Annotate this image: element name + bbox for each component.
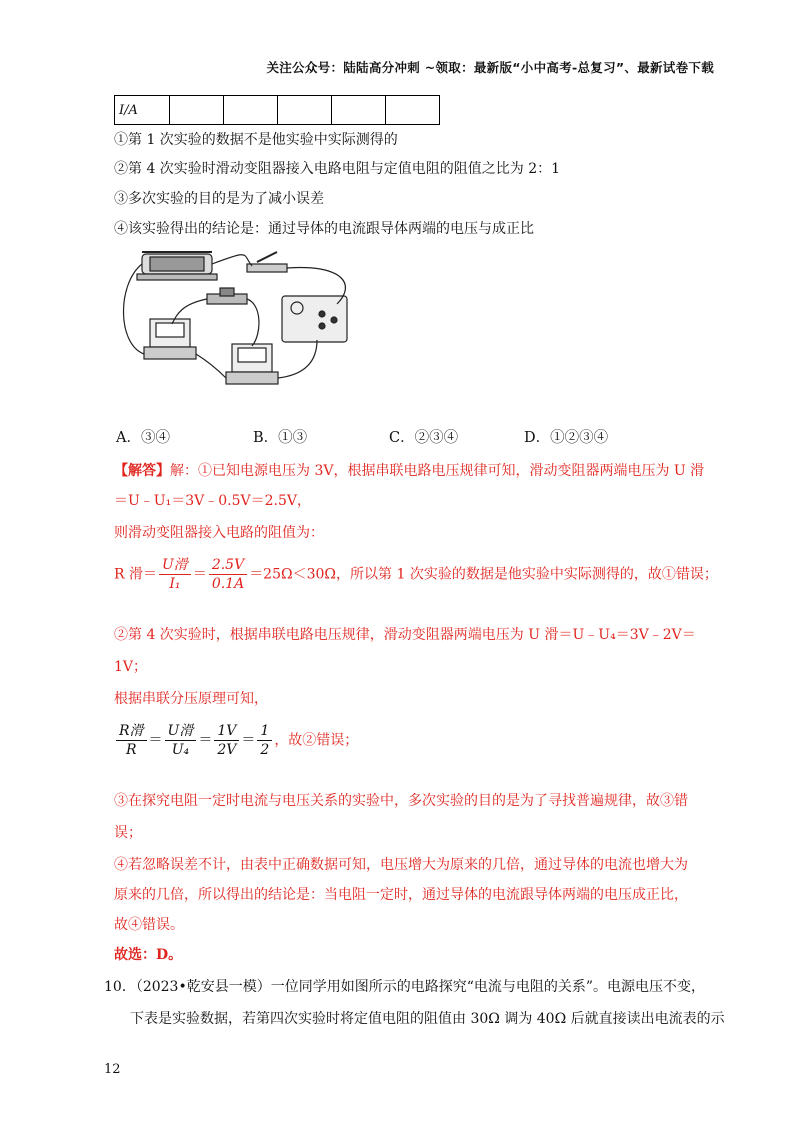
statement-2: ②第 4 次实验时滑动变阻器接入电路电阻与定值电阻的阻值之比为 2：1: [114, 161, 561, 177]
solution-line-12: 原来的几倍，所以得出的结论是：当电阻一定时，通过导体的电流跟导体两端的电压成正比，: [114, 887, 688, 903]
question-10-line-2: 下表是实验数据，若第四次实验时将定值电阻的阻值由 30Ω 调为 40Ω 后就直接读出电流表的示: [130, 1011, 725, 1027]
page-number: 12: [104, 1062, 121, 1077]
table-cell-label: I/A: [115, 96, 170, 125]
question-10-line-1: 10．（2023•乾安县一模）一位同学用如图所示的电路探究“电流与电阻的关系”。电源电压不变，: [104, 979, 706, 995]
solution-text: 解：①已知电源电压为 3V，根据串联电路电压规律可知，滑动变阻器两端电压为 U 滑: [170, 463, 705, 479]
fraction-numerator: 1V: [214, 722, 239, 741]
fraction-numerator: 1: [257, 722, 272, 741]
statement-4: ④该实验得出的结论是：通过导体的电流跟导体两端的电压与成正比: [114, 221, 534, 237]
fraction-denominator: 2: [260, 742, 270, 758]
final-answer: 故选：D。: [114, 947, 183, 963]
formula-2-suffix: ，故②错误；: [274, 732, 359, 749]
table-cell: [386, 96, 440, 125]
fraction-numerator: U滑: [165, 722, 197, 741]
solution-line-11: ④若忽略误差不计，由表中正确数据可知，电压增大为原来的几倍，通过导体的电流也增大为: [114, 857, 688, 873]
statement-3: ③多次实验的目的是为了减小误差: [114, 191, 324, 207]
table-cell: [278, 96, 332, 125]
option-c[interactable]: C．②③④: [389, 430, 459, 446]
formula-1: R 滑＝ $\frac{\text{U滑}}{\text{I₁}}$ ＝ $\frac{2.5V}{0.1A}$ ＝25Ω＜30Ω，所以第 1 次实验的数据是他实验中实际测得的，故①错误；: [114, 557, 718, 592]
formula-1-suffix: ＝25Ω＜30Ω，所以第 1 次实验的数据是他实验中实际测得的，故①错误；: [249, 566, 718, 583]
solution-line-6: 1V；: [114, 659, 148, 675]
fraction: [165, 722, 197, 759]
fraction: [116, 722, 147, 759]
fraction: [257, 722, 272, 759]
option-a[interactable]: A．③④: [116, 430, 170, 446]
fraction: [209, 556, 247, 593]
table-cell: [332, 96, 386, 125]
statement-1: ①第 1 次实验的数据不是他实验中实际测得的: [114, 132, 398, 148]
fraction-denominator: R: [126, 742, 137, 758]
fraction-numerator: U滑: [159, 556, 191, 575]
fraction-denominator: 2V: [217, 742, 237, 758]
solution-line-13: 故④错误。: [114, 917, 184, 933]
formula-2: $\frac{\text{R滑}}{R}$ ＝ $\frac{\text{U滑}}{\text{U₄}}$ ＝ $\frac{1V}{2V}$ ＝ $\frac{1}{2}$ ，故②错误；: [114, 722, 358, 759]
table-cell: [224, 96, 278, 125]
fraction: [159, 556, 191, 593]
solution-line-10: 误；: [114, 825, 142, 841]
solution-line-9: ③在探究电阻一定时电流与电压关系的实验中，多次实验的目的是为了寻找普遍规律，故③错: [114, 793, 688, 809]
option-d[interactable]: D．①②③④: [524, 430, 609, 446]
solution-tag: 【解答】: [114, 463, 170, 479]
solution-line-3: 则滑动变阻器接入电路的阻值为：: [114, 525, 324, 541]
fraction-denominator: U₄: [171, 742, 190, 758]
fraction: [214, 722, 239, 759]
solution-line-7: 根据串联分压原理可知，: [114, 691, 268, 707]
circuit-diagram-illustration: [112, 244, 372, 404]
option-b[interactable]: B．①③: [253, 430, 308, 446]
solution-line-5: ②第 4 次实验时，根据串联电路电压规律，滑动变阻器两端电压为 U 滑＝U﹣U₄＝3V﹣2V＝: [114, 627, 696, 643]
fraction-numerator: R滑: [116, 722, 147, 741]
formula-1-prefix: R 滑＝: [114, 566, 157, 583]
data-table: [114, 95, 440, 125]
table-cell: [170, 96, 224, 125]
fraction-denominator: 0.1A: [211, 576, 245, 592]
table-row: [115, 96, 440, 125]
solution-line-1: [114, 460, 704, 480]
solution-line-2: ＝U﹣U₁＝3V﹣0.5V＝2.5V，: [114, 493, 311, 509]
page-header: 关注公众号：陆陆高分冲刺 ~领取：最新版“小中高考-总复习”、最新试卷下载: [266, 60, 714, 75]
fraction-denominator: I₁: [169, 576, 181, 592]
fraction-numerator: 2.5V: [209, 556, 247, 575]
